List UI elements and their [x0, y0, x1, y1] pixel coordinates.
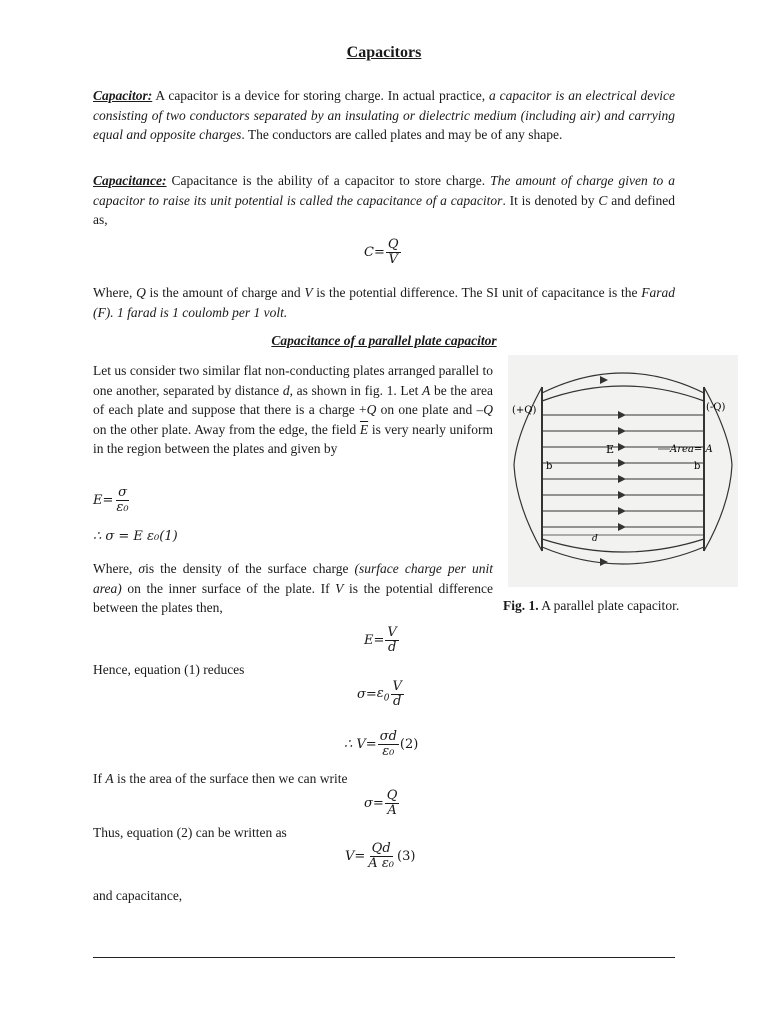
eq-denominator: V	[388, 252, 398, 267]
sigma-paragraph	[93, 559, 493, 618]
equation-3: V = $\frac{Qd}{\text{A ε₀}}$ (3)	[345, 841, 416, 871]
eq-denominator: A ε₀	[368, 856, 395, 871]
eq-denominator: A	[387, 803, 397, 818]
text-span: is the area of the surface then we can write	[113, 771, 348, 786]
eq-lhs: ∴ V	[344, 737, 366, 752]
label-area: Area= A	[670, 444, 713, 455]
equation-e-vd: E = $\frac{V}{d}$	[364, 625, 397, 655]
capacitor-definition	[93, 86, 675, 145]
text-span: is the density of the surface charge	[145, 561, 355, 576]
equation-2: ∴ V = $\frac{\sigma d}{\text{ε₀}}$ (2)	[344, 729, 419, 759]
text-span: . The conductors are called plates and may be of any shape.	[241, 127, 563, 142]
equation-c-q-v: C = $\frac{Q}{V}$	[364, 237, 399, 267]
if-a-text	[93, 769, 348, 789]
eq-lhs: E	[364, 633, 374, 648]
symbol-d: d	[282, 382, 290, 398]
text-span: on the inner surface of the plate. If	[121, 580, 336, 596]
section-heading: Capacitance of a parallel plate capacitor	[271, 333, 497, 348]
intro-paragraph	[93, 361, 493, 459]
where-q-v-paragraph	[93, 283, 675, 322]
eq-denominator: ε₀	[116, 500, 129, 515]
italic-definition: The amount of charge given to a capacitor to raise its unit potential is called the capacitance of a capacitor	[93, 173, 675, 208]
text-span: is the potential difference between the plates then,	[93, 580, 494, 615]
symbol-v: V	[304, 285, 313, 300]
figure-caption	[503, 598, 679, 614]
italic-definition: a capacitor is an electrical device consisting of two conductors separated by an insulating or dielectric medium (including air) and carrying equal and opposite charges	[93, 88, 675, 142]
hence-text: Hence, equation (1) reduces	[93, 662, 245, 677]
capacitance-definition	[93, 171, 675, 230]
label-minus-q: (-Q)	[706, 402, 726, 413]
eq-lhs: E	[93, 493, 103, 508]
text-span: Let us consider two similar flat non-conducting plates arranged parallel to one another, separated by distance	[93, 363, 493, 398]
symbol-v: V	[335, 580, 344, 596]
symbol-c: C	[598, 192, 608, 208]
eq-numerator: Qd	[371, 841, 391, 856]
text-span: Where,	[93, 561, 139, 576]
text-span: on one plate and –	[376, 402, 484, 417]
text-span: is the potential difference. The SI unit of capacitance is the	[312, 285, 642, 300]
capacitor-term: Capacitor:	[93, 88, 153, 103]
vector-e: $\overline{E}$	[359, 421, 369, 437]
eq-numerator: Q	[386, 788, 398, 803]
text-span: be the area of each plate and suppose that there is a charge +	[93, 382, 493, 417]
label-e: E	[606, 443, 615, 456]
symbol-sigma: σ	[138, 561, 146, 576]
symbol-q: Q	[366, 402, 377, 417]
eq-numerator: Q	[387, 237, 399, 252]
eq-numerator: V	[392, 679, 402, 694]
label-b-right: b	[694, 461, 701, 472]
page-title: Capacitors	[346, 44, 422, 61]
label-b-left: b	[546, 461, 553, 472]
eq-lhs: σ	[357, 687, 366, 702]
text-span: Where,	[93, 285, 137, 300]
symbol-q: Q	[483, 402, 493, 417]
eq-denominator: ε₀	[382, 744, 395, 759]
eq-lhs: σ	[364, 796, 373, 811]
eq-lhs: V	[345, 849, 355, 864]
label-d: d	[592, 534, 598, 544]
equation-sigma-qa: σ = $\frac{Q}{A}$	[364, 788, 398, 818]
symbol-q: Q	[136, 285, 146, 300]
text-span: is the amount of charge and	[145, 285, 305, 300]
equation-e-sigma: E = $\frac{\sigma}{\text{ε₀}}$	[93, 485, 129, 515]
si-unit-text: Farad (F). 1 farad is 1 coulomb per 1 volt.	[93, 285, 675, 320]
text-span: . It is denoted by	[502, 192, 599, 208]
symbol-a: A	[105, 771, 114, 786]
eq-lhs: C	[364, 245, 374, 260]
equation-sigma-vd: σ = $\varepsilon_0$ $\frac{V}{d}$	[357, 679, 402, 709]
text-span: and defined as,	[93, 192, 675, 227]
symbol-a: A	[422, 382, 431, 398]
eq-denominator: d	[393, 694, 402, 709]
text-span: A capacitor is a device for storing charge. In actual practice,	[152, 88, 490, 103]
eq-tag: (3)	[397, 849, 416, 864]
text-span: Capacitance is the ability of a capacitor to store charge.	[166, 173, 491, 188]
text-span: If	[93, 771, 106, 786]
text-span: on the other plate. Away from the edge, the field	[93, 421, 360, 437]
eq-denominator: d	[387, 640, 397, 655]
text-span: is very nearly uniform in the region between the plates and given by	[93, 421, 493, 456]
thus-text: Thus, equation (2) can be written as	[93, 825, 287, 840]
italic-text: (surface charge per unit area)	[93, 561, 493, 596]
text-span: , as shown in fig. 1. Let	[289, 382, 423, 398]
caption-label: Fig. 1.	[503, 598, 539, 613]
parallel-plate-capacitor-figure	[508, 355, 738, 587]
capacitance-term: Capacitance:	[93, 173, 167, 188]
label-plus-q: (+Q)	[512, 405, 537, 416]
eq-numerator: σ	[118, 485, 127, 500]
eq-numerator: σd	[379, 729, 397, 744]
eq-tag: (2)	[399, 737, 419, 752]
and-capacitance-text: and capacitance,	[93, 888, 183, 903]
eq-numerator: V	[387, 625, 397, 640]
footer-rule	[93, 957, 675, 958]
equation-1: ∴ σ = E ε₀(1)	[93, 529, 178, 544]
caption-text: A parallel plate capacitor.	[538, 598, 680, 613]
